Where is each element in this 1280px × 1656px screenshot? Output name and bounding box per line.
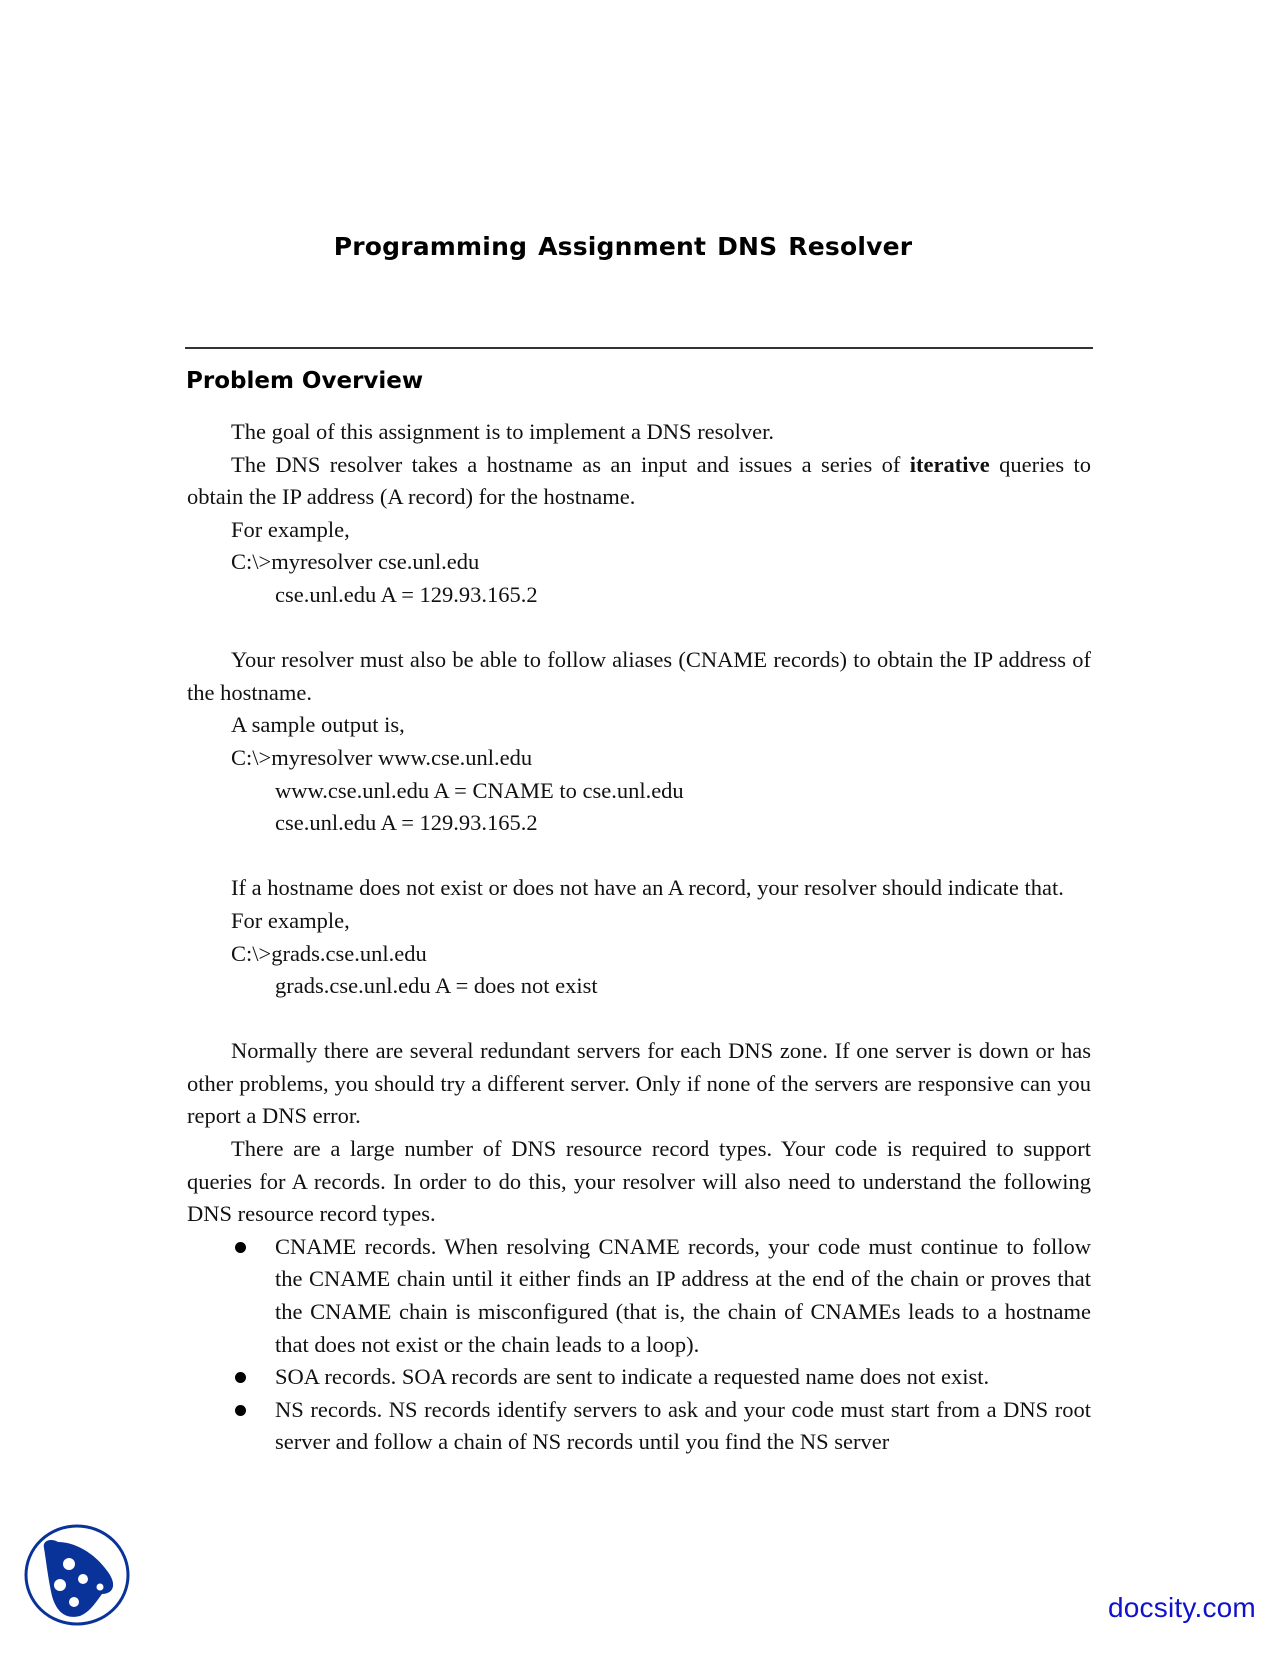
list-item-text: CNAME records. When resolving CNAME records, your code must continue to follow the CNAME chain until it either finds an IP address at the end of the chain or proves that the CNAME chain is misconfigured (that is, the chain of CNAMEs leads to a hostname that does not exist or the chain leads to a loop).	[275, 1233, 1091, 1357]
example-intro: A sample output is,	[231, 712, 405, 738]
horizontal-rule	[185, 347, 1093, 349]
bold-term: iterative	[909, 451, 990, 477]
paragraph-text: The DNS resolver takes a hostname as an input and issues a series of	[231, 451, 910, 477]
section-heading: Problem Overview	[186, 368, 424, 394]
bullet-icon	[235, 1242, 246, 1253]
list-item	[187, 1231, 1091, 1361]
paragraph-text: queries to obtain the IP address (A record) for the hostname.	[187, 451, 1091, 510]
paragraph-goal: The goal of this assignment is to implement a DNS resolver.	[231, 419, 775, 444]
bullet-icon	[235, 1405, 246, 1416]
example-output: cse.unl.edu A = 129.93.165.2	[275, 810, 538, 836]
spacer	[187, 840, 1091, 873]
example-command: C:\>grads.cse.unl.edu	[231, 940, 427, 966]
example-output: www.cse.unl.edu A = CNAME to cse.unl.edu	[275, 777, 684, 803]
record-type-list	[187, 1231, 1091, 1459]
paragraph-iterative	[187, 449, 1091, 514]
spacer	[187, 1003, 1091, 1036]
document-body	[187, 416, 1091, 1459]
list-item	[187, 1361, 1091, 1394]
paragraph-record-types: There are a large number of DNS resource record types. Your code is required to support queries for A records. In order to do this, your resolver will also need to understand the following DNS resource record types.	[187, 1136, 1091, 1227]
page-title: Programming Assignment DNS Resolver	[333, 232, 913, 261]
list-item-text: SOA records. SOA records are sent to indicate a requested name does not exist.	[275, 1364, 990, 1390]
paragraph-redundant-servers: Normally there are several redundant servers for each DNS zone. If one server is down or has other problems, you should try a different server. Only if none of the servers are responsive can you report a DNS error.	[187, 1038, 1091, 1129]
bullet-icon	[235, 1372, 246, 1383]
example-command: C:\>myresolver www.cse.unl.edu	[231, 744, 533, 770]
paragraph-cname: Your resolver must also be able to follow aliases (CNAME records) to obtain the IP address of the hostname.	[187, 647, 1091, 705]
docsity-link[interactable]: docsity.com	[1108, 1592, 1256, 1623]
example-intro: For example,	[231, 516, 350, 542]
docsity-logo-icon[interactable]	[22, 1520, 132, 1630]
spacer	[187, 612, 1091, 645]
list-item	[187, 1394, 1091, 1459]
paragraph-not-exist: If a hostname does not exist or does not have an A record, your resolver should indicate that.	[231, 875, 1064, 901]
example-output: grads.cse.unl.edu A = does not exist	[275, 973, 598, 999]
example-output: cse.unl.edu A = 129.93.165.2	[275, 581, 538, 607]
list-item-text: NS records. NS records identify servers to ask and your code must start from a DNS root server and follow a chain of NS records until you find the NS server	[275, 1396, 1091, 1455]
example-command: C:\>myresolver cse.unl.edu	[231, 549, 480, 575]
example-intro: For example,	[231, 907, 350, 933]
